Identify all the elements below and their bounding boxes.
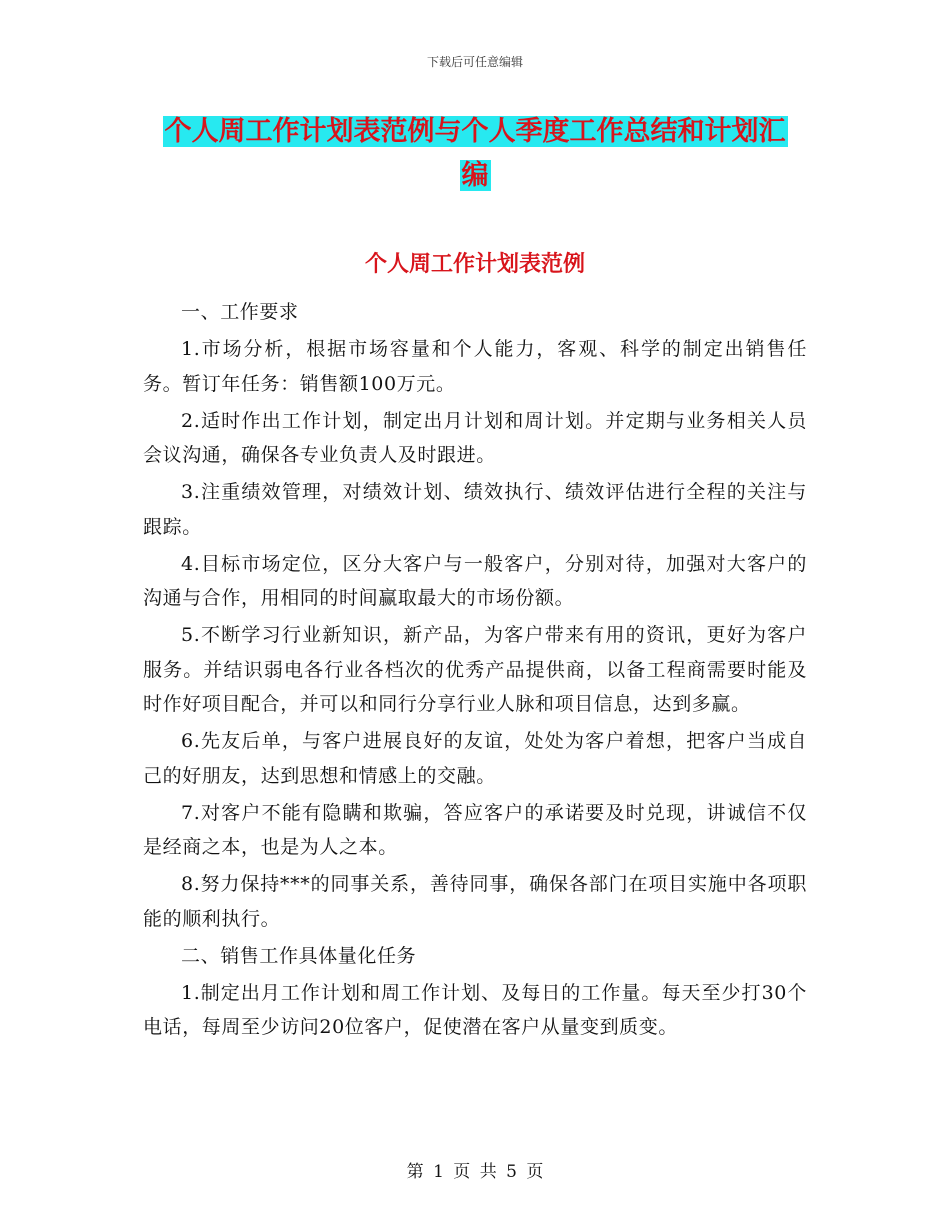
paragraph: 6.先友后单，与客户进展良好的友谊，处处为客户着想，把客户当成自己的好朋友，达到思想和情感上的交融。	[143, 730, 807, 787]
section-title: 个人周工作计划表范例	[364, 252, 585, 277]
paragraph: 5.不断学习行业新知识，新产品，为客户带来有用的资讯，更好为客户服务。并结识弱电各行业各档次的优秀产品提供商，以备工程商需要时能及时作好项目配合，并可以和同行分享行业人脉和项目信息，达到多赢。	[143, 624, 807, 715]
heading-sales-tasks: 二、销售工作具体量化任务	[181, 944, 417, 967]
paragraph: 2.适时作出工作计划，制定出月计划和周计划。并定期与业务相关人员会议沟通，确保各专业负责人及时跟进。	[143, 409, 807, 466]
paragraph: 1.市场分析，根据市场容量和个人能力，客观、科学的制定出销售任务。暂订年任务：销售额100万元。	[143, 338, 807, 395]
page-footer: 第 1 页 共 5 页	[406, 1162, 544, 1182]
paragraph: 1.制定出月工作计划和周工作计划、及每日的工作量。每天至少打30个电话，每周至少访问20位客户，促使潜在客户从量变到质变。	[143, 981, 807, 1038]
header-note: 下载后可任意编辑	[426, 55, 523, 69]
document-title-line-1: 个人周工作计划表范例与个人季度工作总结和计划汇	[164, 116, 786, 147]
heading-work-requirements: 一、工作要求	[181, 301, 299, 323]
paragraph: 4.目标市场定位，区分大客户与一般客户，分别对待，加强对大客户的沟通与合作，用相同的时间赢取最大的市场份额。	[143, 552, 807, 609]
paragraph: 8.努力保持***的同事关系，善待同事，确保各部门在项目实施中各项职能的顺利执行。	[143, 873, 807, 930]
document-title	[0, 110, 950, 198]
paragraph: 3.注重绩效管理，对绩效计划、绩效执行、绩效评估进行全程的关注与跟踪。	[143, 481, 807, 538]
paragraph: 7.对客户不能有隐瞒和欺骗，答应客户的承诺要及时兑现，讲诚信不仅是经商之本，也是为人之本。	[143, 801, 807, 858]
document-title-line-2: 编	[461, 160, 489, 191]
document-body	[143, 295, 807, 1047]
